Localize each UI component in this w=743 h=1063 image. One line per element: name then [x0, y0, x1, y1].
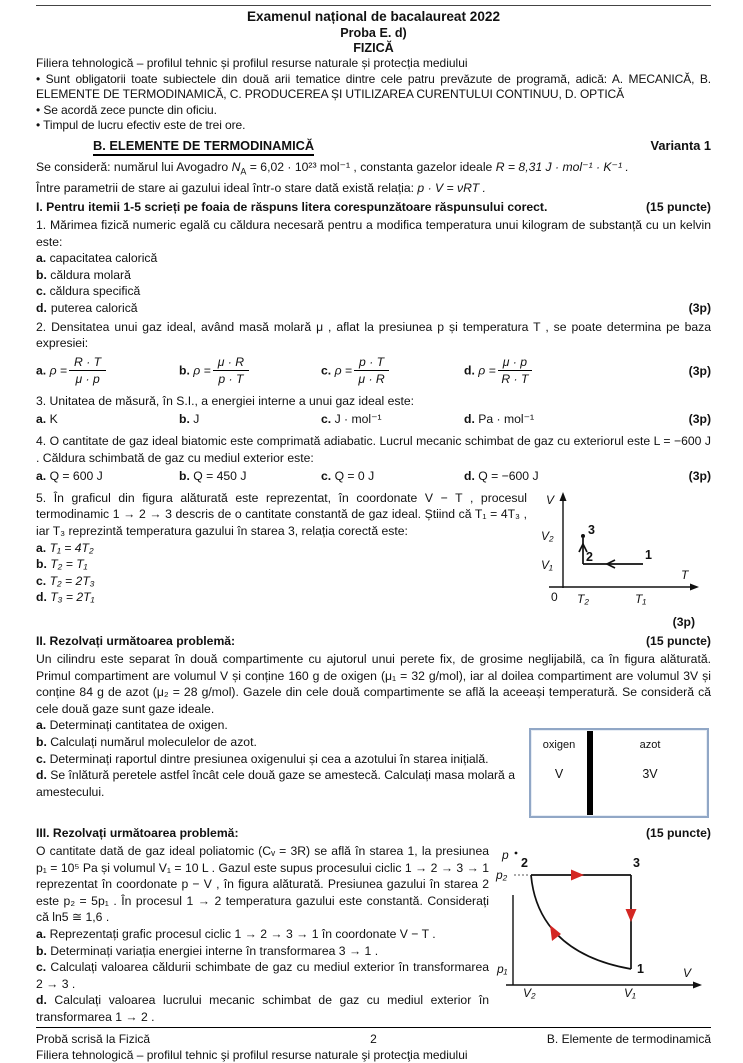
q2-points: (3p) [688, 363, 711, 378]
q5-points: (3p) [672, 614, 695, 629]
q4-option-b: b. Q = 450 J [179, 469, 247, 484]
section1-heading-row [36, 199, 711, 216]
constants-intro: Se consideră: numărul lui Avogadro [36, 160, 229, 175]
q5-option-a: a. T₁ = 4T₂ [36, 540, 94, 555]
q4-text: 4. O cantitate de gaz ideal biatomic este comprimată adiabatic. Lucrul mecanic schimbat de gaz cu exteriorul este L = −600 J . Căldura schimbată de gaz cu mediul exterior este: [36, 434, 711, 465]
q4-options-row [36, 468, 711, 485]
pv-v1-label: V₁ [624, 986, 636, 1001]
section1-heading: I. Pentru itemii 1-5 scrieți pe foaia de răspuns litera corespunzătoare răspunsului corect. [36, 200, 548, 215]
pv-axes [506, 852, 702, 989]
footer-row [36, 1031, 711, 1047]
q5-option-c: c. T₂ = 2T₃ [36, 573, 95, 588]
p3-task-b: b. Determinați variația energiei interne în transformarea 3 → 1 . [36, 943, 379, 958]
footer-page-number: 2 [370, 1031, 377, 1046]
q1-option-d: d. puterea calorică (3p) [36, 301, 711, 316]
q2-text: 2. Densitatea unui gaz ideal, având masă molară μ , aflat la presiunea p și temperatura T , se poate determina pe baza expresiei: [36, 319, 711, 351]
q2-options-row [36, 354, 711, 388]
fraction: $\frac{R \cdot T}{\mu \cdot p}$ [69, 355, 106, 386]
nitrogen-compartment [593, 730, 707, 816]
avogadro-value: = 6,02 · 10²³ mol⁻¹ , [249, 160, 357, 175]
top-rule [36, 5, 711, 6]
variant-label: Varianta 1 [650, 137, 711, 153]
p2-task-c: c. Determinați raportul dintre presiunea oxigenului și cea a azotului în starea inițială. [36, 751, 489, 766]
exam-subject: FIZICĂ [353, 41, 394, 56]
q1-option-a: a. capacitatea calorică [36, 251, 158, 266]
q3-options-row [36, 411, 711, 428]
oxygen-compartment [531, 730, 587, 816]
section-title: B. ELEMENTE DE TERMODINAMICĂ [93, 137, 314, 156]
pv-v2-label: V₂ [523, 986, 536, 1001]
constants-line [36, 158, 711, 179]
oxygen-volume: V [554, 767, 564, 782]
q1-points: (3p) [688, 301, 711, 316]
q3-option-a: a. K [36, 412, 58, 427]
pv-v-axis-label: V [683, 966, 692, 981]
relation-text: Între parametrii de stare ai gazului ideal într-o stare dată există relația: [36, 181, 415, 196]
problem-3-text: O cantitate dată de gaz ideal poliatomic (Cᵥ = 3R) se află în starea 1, la presiunea p₁ = 10⁵ Pa și volumul V₁ = 10 L . Gazul este supus procesului ciclic 1 → 2 → 3 → 1 reprezentat în coordonate p − V , în figura alăturată. Presiunea gazului în starea 2 este p₂ = 5p₁ . În procesul 1 → 2 temperatura gazului este constantă. Considerați că ln5 ≅ 1,6 . [36, 844, 489, 925]
vt-state-1: 1 [645, 547, 652, 562]
section1-points: (15 puncte) [645, 200, 711, 215]
vt-t-axis-label: T [681, 567, 689, 582]
vt-state-2: 2 [586, 549, 593, 564]
fraction: $\frac{\mu \cdot p}{R \cdot T}$ [498, 355, 532, 386]
q5-option-d: d. T₃ = 2T₁ [36, 590, 95, 605]
q4-option-c: c. Q = 0 J [321, 469, 375, 484]
pv-p2-label: p₂ [496, 868, 508, 883]
fraction: $\frac{p \cdot T}{\mu \cdot R}$ [354, 355, 389, 386]
problem-2-text: Un cilindru este separat în două compartimente cu ajutorul unui perete fix, de grosime neglijabilă, ca în figura alăturată. Primul compartiment are volumul V și conține 160 g de oxigen (μ₁ = 32 g/mol), iar al doilea compartiment are volumul 3V și conține 84 g de azot (μ₂ = 28 g/mol). Gazele din cele două compartimente se află la aceeași temperatură. Se consideră că cele două gaze sunt gaze ideale. [36, 652, 711, 716]
vt-t2-label: T₂ [577, 591, 589, 606]
upleft-arrow-icon [550, 925, 561, 941]
fraction: $\frac{\mu \cdot R}{p \cdot T}$ [213, 355, 249, 386]
avogadro-subscript: A [240, 166, 247, 177]
gas-constant-value: R = 8,31 J · mol⁻¹ · K⁻¹ . [495, 160, 629, 175]
gas-constant-text: constanta gazelor ideale [360, 160, 493, 175]
footer-exam-name: Probă scrisă la Fizică [36, 1031, 151, 1046]
q2-option-c: c. ρ = $\frac{p \cdot T}{\mu \cdot R}$ [321, 354, 464, 388]
rule-bullet-1: • Sunt obligatorii toate subiectele din două arii tematice dintre cele patru prevăzute de programă, adică: A. MECANICĂ, B. ELEMENTE DE TERMODINAMICĂ, C. PRODUCEREA ȘI UTILIZAREA CURENTULUI CONTINUU, D. OPTICĂ [36, 71, 711, 102]
q4-option-a: a. Q = 600 J [36, 469, 103, 484]
right-arrow-icon [571, 870, 584, 881]
p3-task-a: a. Reprezentați grafic procesul ciclic 1 → 2 → 3 → 1 în coordonate V − T . [36, 926, 436, 941]
nitrogen-label: azot [639, 739, 661, 752]
pv-graph [493, 845, 711, 1001]
vt-state-3: 3 [588, 522, 595, 537]
pv-p-axis-label: p [502, 848, 509, 863]
q1-option-b: b. căldura molară [36, 267, 131, 282]
avogadro-symbol: N [231, 160, 241, 175]
p2-task-d: d. Se înlătură peretele astfel încât cele două gaze se amestecă. Calculați masa molară a amestecului. [36, 768, 515, 799]
vt-origin-label: 0 [551, 589, 558, 604]
q2-option-d: d. ρ = $\frac{\mu \cdot p}{R \cdot T}$ [464, 354, 689, 388]
q3-option-c: c. J · mol⁻¹ [321, 412, 382, 427]
problem-3 [36, 843, 711, 1026]
p3-task-d: d. Calculați valoarea lucrului mecanic schimbat de gaz cu mediul exterior în transformarea 1 → 2 . [36, 993, 489, 1024]
q3-option-b: b. J [179, 412, 200, 427]
section3-points: (15 puncte) [645, 826, 711, 841]
page-footer [36, 1027, 711, 1063]
state-3-point [581, 534, 585, 538]
q3-option-d: d. Pa · mol⁻¹ [464, 412, 535, 427]
pv-state-1: 1 [637, 962, 644, 977]
question-5 [36, 490, 711, 631]
relation-line [36, 179, 711, 197]
vt-figure [535, 490, 711, 631]
footer-section-name: B. Elemente de termodinamică [546, 1031, 711, 1046]
pv-cycle-path [531, 875, 631, 969]
q1-option-c: c. căldura specifică [36, 284, 141, 299]
filiera-line: Filiera tehnologică – profilul tehnic și profilul resurse naturale și protecția mediului [36, 56, 468, 71]
process-direction-arrows [550, 870, 637, 942]
footer-filiera: Filiera tehnologică – profilul tehnic şi profilul resurse naturale şi protecţia mediului [36, 1047, 468, 1062]
q5-option-b: b. T₂ = T₁ [36, 557, 88, 572]
pv-figure [493, 845, 711, 1001]
question-3 [36, 393, 711, 431]
q5-text: 5. În graficul din figura alăturată este reprezentat, în coordonate V − T , procesul termodinamic 1 → 2 → 3 descris de o cantitate constantă de gaz ideal. Știind că T₁ = 4T₃ , iar T₃ reprezintă temperatura gazului în starea 3, relația corectă este: [36, 490, 527, 539]
gas-compartments-figure [529, 728, 709, 818]
p2-task-a: a. Determinați cantitatea de oxigen. [36, 718, 228, 733]
problem-2 [36, 651, 711, 822]
section2-points: (15 puncte) [645, 634, 711, 649]
pv-p1-label: p₁ [497, 962, 508, 977]
rule-bullet-2: • Se acordă zece puncte din oficiu. [36, 102, 217, 117]
vt-v2-label: V₂ [541, 528, 554, 543]
q3-points: (3p) [688, 412, 711, 427]
question-2 [36, 319, 711, 391]
q4-points: (3p) [688, 469, 711, 484]
section2-heading-row [36, 633, 711, 650]
question-4 [36, 433, 711, 488]
q4-option-d: d. Q = −600 J [464, 469, 539, 484]
nitrogen-volume: 3V [642, 767, 658, 782]
p2-task-b: b. Calculați numărul moleculelor de azot. [36, 735, 257, 750]
q3-text: 3. Unitatea de măsură, în S.I., a energiei interne a unui gaz ideal este: [36, 393, 415, 408]
state-equation: p · V = νRT . [417, 181, 486, 196]
q2-option-b: b. ρ = $\frac{\mu \cdot R}{p \cdot T}$ [179, 354, 321, 388]
section-header-row [36, 137, 711, 156]
rule-bullet-3: • Timpul de lucru efectiv este de trei ore. [36, 118, 246, 133]
pv-state-3: 3 [633, 856, 640, 871]
section2-heading: II. Rezolvați următoarea problemă: [36, 634, 236, 649]
p-axis-dot [515, 852, 518, 855]
vt-v1-label: V₁ [541, 557, 553, 572]
vt-graph [535, 490, 707, 610]
q2-option-a: a. ρ = $\frac{R \cdot T}{\mu \cdot p}$ [36, 354, 179, 388]
down-arrow-icon [626, 909, 637, 922]
exam-proba: Proba E. d) [340, 25, 407, 40]
vt-v-axis-label: V [546, 492, 555, 507]
pv-state-2: 2 [521, 856, 528, 871]
exam-title: Examenul național de bacalaureat 2022 [246, 9, 501, 24]
section3-heading: III. Rezolvați următoarea problemă: [36, 826, 239, 841]
question-1 [36, 217, 711, 317]
vt-t1-label: T₁ [635, 591, 647, 606]
p3-task-c: c. Calculați valoarea căldurii schimbate de gaz cu mediul exterior în transformarea 2 → 3 . [36, 960, 489, 991]
vt-axes [549, 492, 699, 591]
section3-heading-row [36, 825, 711, 842]
oxygen-label: oxigen [542, 739, 576, 752]
q1-text: 1. Mărimea fizică numeric egală cu căldura necesară pentru a modifica temperatura unui kilogram de substanță cu un kelvin este: [36, 218, 711, 249]
